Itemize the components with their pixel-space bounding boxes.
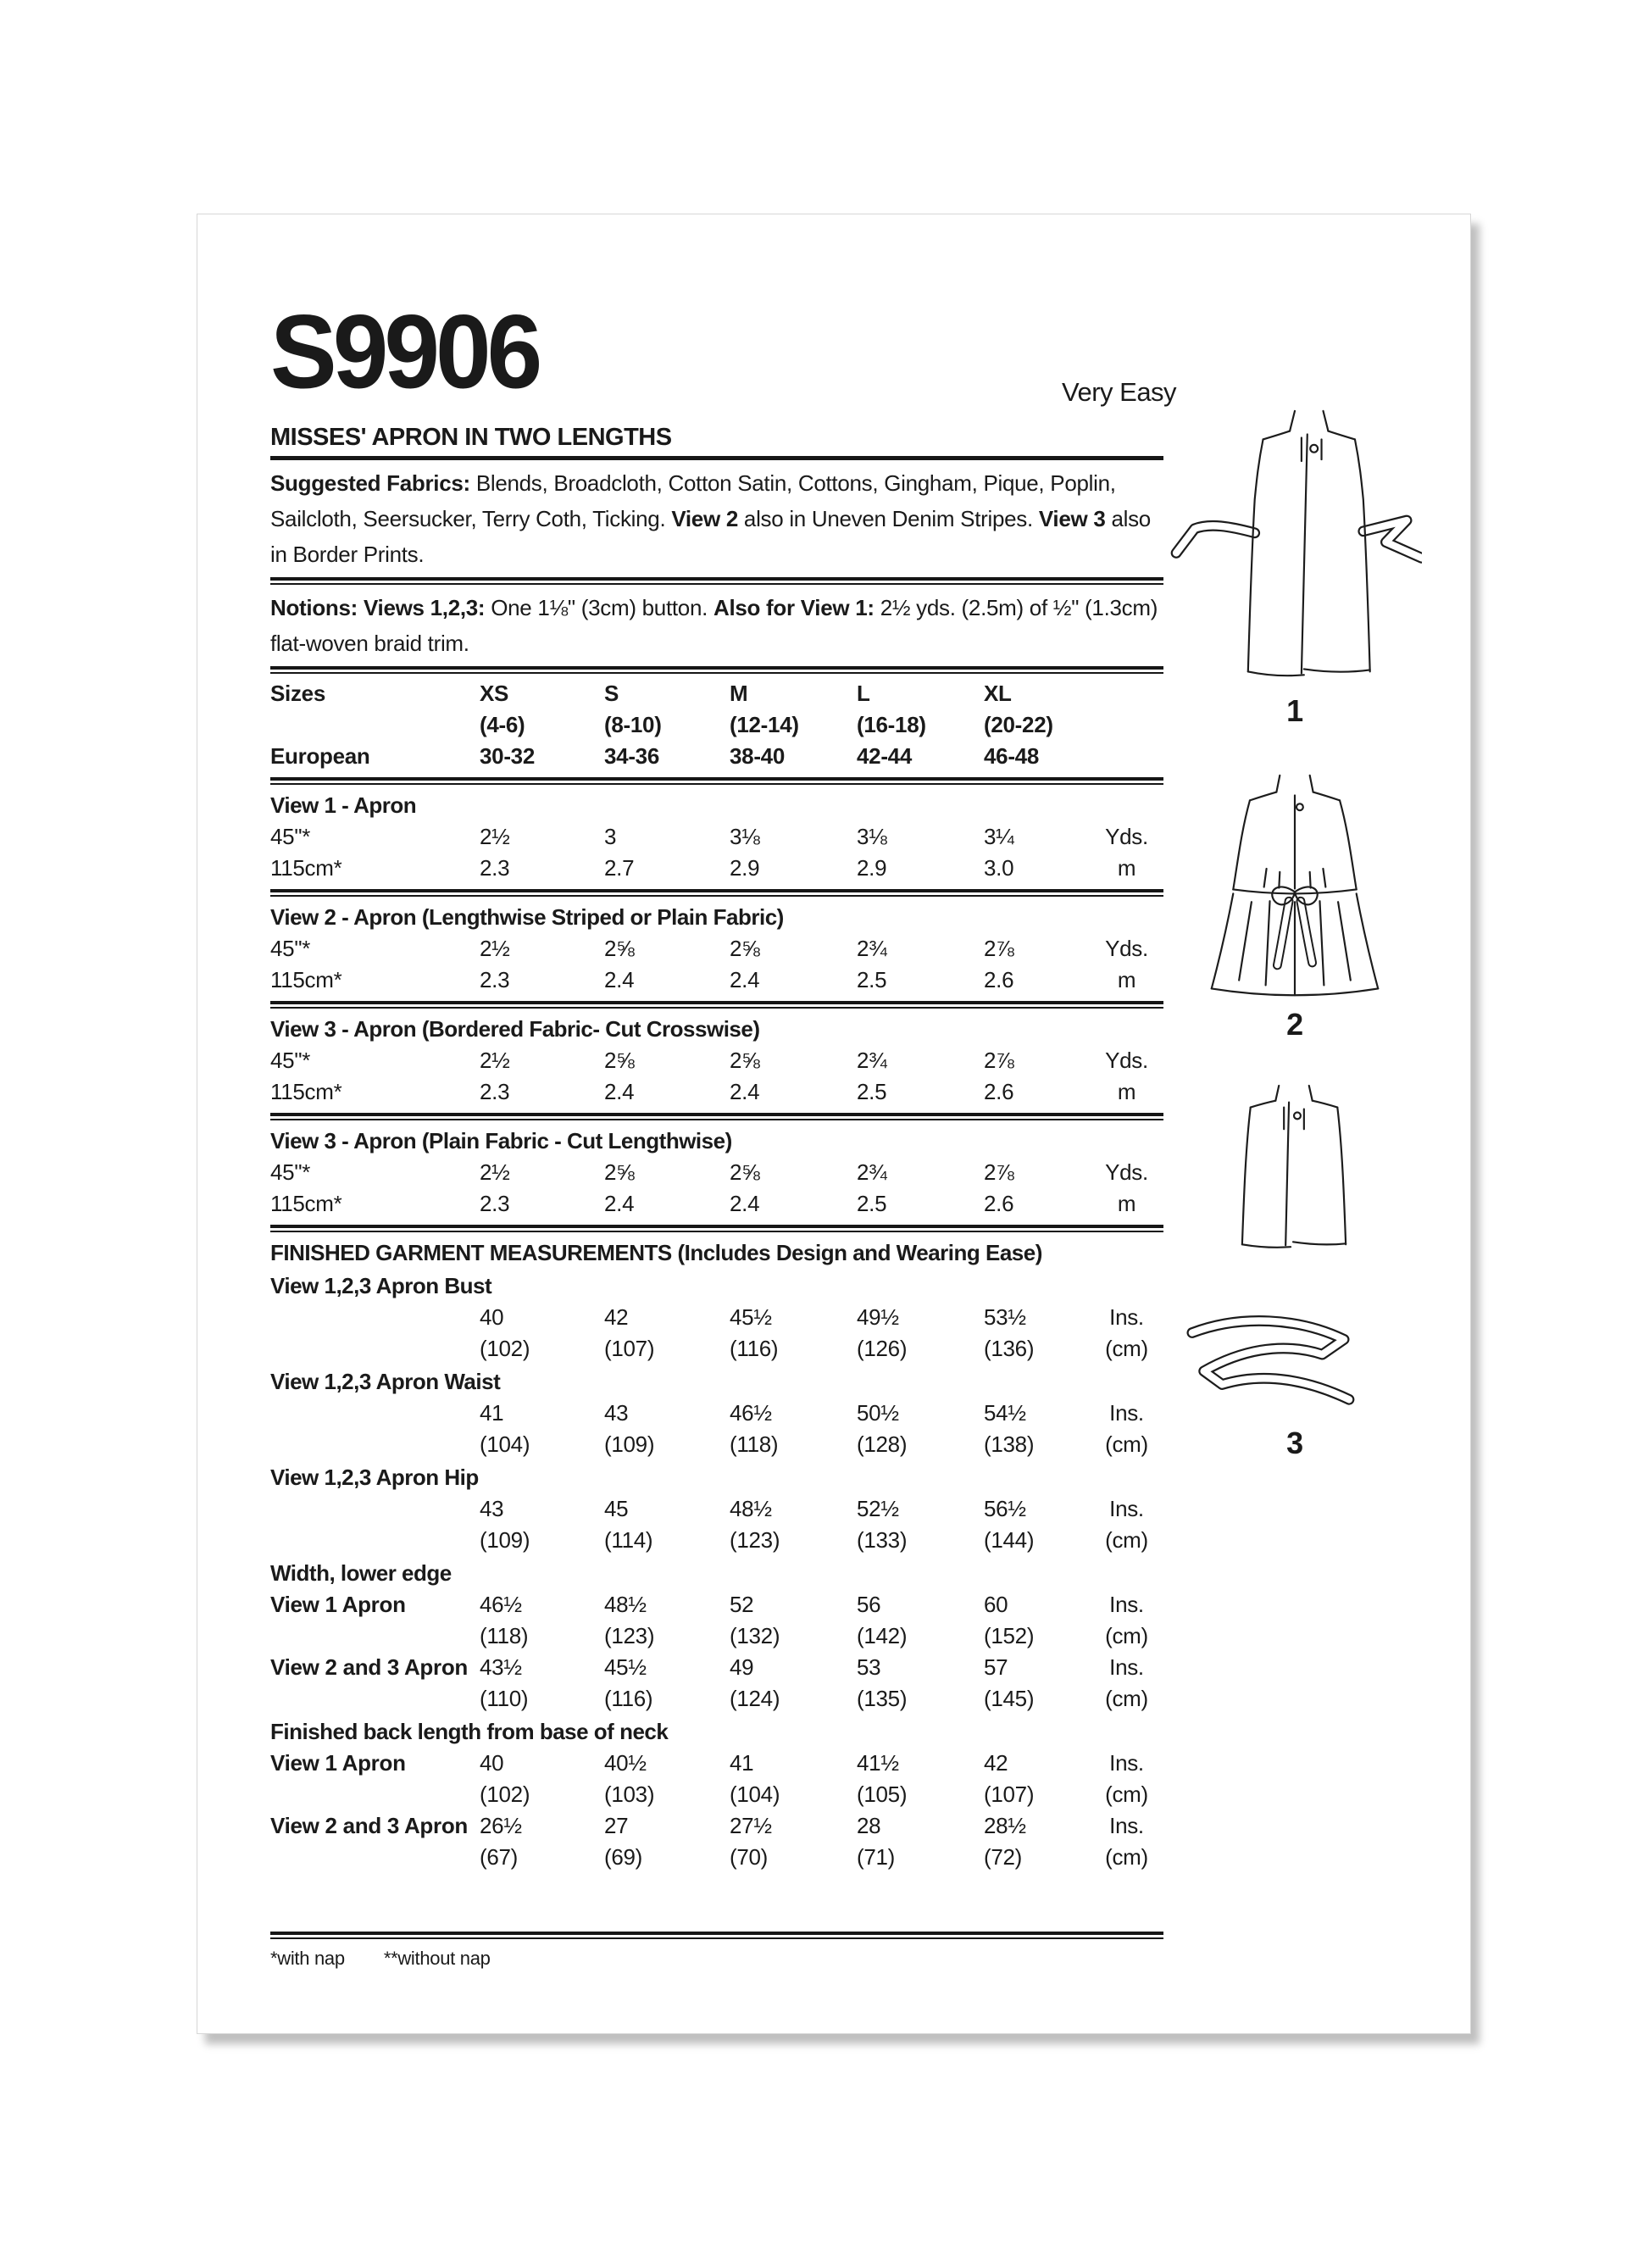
unit-label: Yds. bbox=[1105, 824, 1148, 849]
size-value: (110) bbox=[480, 1686, 529, 1711]
unit-label: (cm) bbox=[1105, 1782, 1148, 1807]
size-value: 38-40 bbox=[730, 743, 785, 769]
size-value: 2⅞ bbox=[984, 936, 1014, 961]
divider bbox=[270, 1113, 1163, 1120]
size-value: 42 bbox=[604, 1304, 629, 1330]
row-label bbox=[270, 709, 480, 741]
size-value: 43 bbox=[480, 1496, 504, 1521]
row-label: View 2 and 3 Apron bbox=[270, 1813, 468, 1838]
unit-label: Yds. bbox=[1105, 936, 1148, 961]
size-value: 3¼ bbox=[984, 824, 1014, 849]
row-label: View 2 and 3 Apron bbox=[270, 1654, 468, 1680]
measurement-group-title: View 1,2,3 Apron Hip bbox=[270, 1465, 479, 1490]
size-value: 2¾ bbox=[857, 1159, 887, 1185]
size-value: (124) bbox=[730, 1686, 780, 1711]
size-value: 2.5 bbox=[857, 1191, 887, 1216]
size-value: 41½ bbox=[857, 1750, 899, 1776]
size-value: 40½ bbox=[604, 1750, 647, 1776]
pattern-envelope-back-page bbox=[197, 214, 1471, 2034]
size-value: 2.4 bbox=[730, 1191, 760, 1216]
size-value: 2.5 bbox=[857, 967, 887, 992]
size-table-header bbox=[270, 678, 1163, 772]
size-value: 48½ bbox=[604, 1592, 647, 1617]
size-ranges-row bbox=[270, 709, 1163, 741]
size-value: (116) bbox=[604, 1686, 653, 1711]
unit-label: Ins. bbox=[1109, 1654, 1144, 1680]
view-1-label: 1 bbox=[1286, 693, 1303, 728]
unit-label: (cm) bbox=[1105, 1623, 1148, 1648]
size-value: 60 bbox=[984, 1592, 1008, 1617]
size-value: 2⅝ bbox=[604, 1048, 635, 1073]
size-value: 2⅝ bbox=[604, 1159, 635, 1185]
unit-label: Ins. bbox=[1109, 1304, 1144, 1330]
size-value: 2¾ bbox=[857, 936, 887, 961]
size-value: 2.4 bbox=[730, 1079, 760, 1104]
size-value: 2⅝ bbox=[730, 1048, 760, 1073]
row-label: 115cm* bbox=[270, 1079, 342, 1104]
size-value: 2½ bbox=[480, 824, 510, 849]
row-label: 115cm* bbox=[270, 855, 342, 881]
title-divider bbox=[270, 456, 1163, 460]
yardage-row bbox=[270, 964, 1163, 996]
footnote-with-nap: *with nap bbox=[270, 1948, 345, 1969]
measurement-row bbox=[270, 1810, 1163, 1842]
size-value: 50½ bbox=[857, 1400, 899, 1426]
size-value: 3 bbox=[604, 824, 617, 849]
notions-paragraph bbox=[270, 590, 1163, 661]
measurement-row bbox=[270, 1493, 1163, 1525]
bold-text-segment: Notions: Views 1,2,3: bbox=[270, 595, 491, 620]
measurement-row bbox=[270, 1779, 1163, 1810]
view-1-line-art bbox=[1168, 406, 1422, 694]
unit-label: m bbox=[1117, 967, 1136, 992]
text-segment: also in Uneven Denim Stripes. bbox=[743, 506, 1039, 531]
size-value: (16-18) bbox=[857, 712, 926, 737]
view-1-figure bbox=[1168, 406, 1422, 728]
size-value: (145) bbox=[984, 1686, 1035, 1711]
size-value: 2½ bbox=[480, 1048, 510, 1073]
text-segment: Blends, Broadcloth, Cotton Satin, Cottons, Gingham, Pique, Poplin, Sailcloth, Seersucker, Terry Coth, Ticking. bbox=[270, 470, 1116, 531]
yardage-section-title: View 2 - Apron (Lengthwise Striped or Plain Fabric) bbox=[270, 904, 784, 930]
footnote-line bbox=[270, 1946, 1163, 1971]
size-value: 2¾ bbox=[857, 1048, 887, 1073]
row-label: 45"* bbox=[270, 824, 311, 849]
unit-label: Yds. bbox=[1105, 1048, 1148, 1073]
row-label bbox=[270, 1493, 480, 1525]
footnote-without-nap: **without nap bbox=[383, 1948, 491, 1969]
size-value: 26½ bbox=[480, 1813, 522, 1838]
size-value: (104) bbox=[480, 1431, 530, 1457]
measurement-row bbox=[270, 1652, 1163, 1683]
measurement-row bbox=[270, 1842, 1163, 1873]
size-value: 2⅝ bbox=[604, 936, 635, 961]
size-value: 34-36 bbox=[604, 743, 659, 769]
size-value: 57 bbox=[984, 1654, 1008, 1680]
size-value: 46½ bbox=[730, 1400, 772, 1426]
size-value: (102) bbox=[480, 1782, 530, 1807]
size-value: 28½ bbox=[984, 1813, 1026, 1838]
size-value: 2.5 bbox=[857, 1079, 887, 1104]
unit-label bbox=[1090, 741, 1163, 772]
size-value: 2.4 bbox=[604, 1079, 635, 1104]
size-value: (123) bbox=[604, 1623, 655, 1648]
unit-label: (cm) bbox=[1105, 1431, 1148, 1457]
bold-text-segment: Also for View 1: bbox=[713, 595, 880, 620]
size-value: 53 bbox=[857, 1654, 881, 1680]
unit-label: (cm) bbox=[1105, 1686, 1148, 1711]
yardage-row bbox=[270, 1076, 1163, 1108]
row-label: 115cm* bbox=[270, 967, 342, 992]
measurement-row bbox=[270, 1589, 1163, 1620]
size-value: (136) bbox=[984, 1336, 1035, 1361]
row-label bbox=[270, 1398, 480, 1429]
view-2-label: 2 bbox=[1286, 1007, 1303, 1042]
size-value: 3⅛ bbox=[857, 824, 887, 849]
size-value: 2.3 bbox=[480, 967, 510, 992]
size-value: 46-48 bbox=[984, 743, 1039, 769]
size-value: 46½ bbox=[480, 1592, 522, 1617]
size-value: (12-14) bbox=[730, 712, 799, 737]
finished-measurements-table bbox=[270, 1270, 1163, 1873]
finished-measurements-heading: FINISHED GARMENT MEASUREMENTS (Includes Design and Wearing Ease) bbox=[270, 1240, 1042, 1265]
size-value: (135) bbox=[857, 1686, 908, 1711]
size-value: 2⅝ bbox=[730, 1159, 760, 1185]
size-value: 49 bbox=[730, 1654, 754, 1680]
view-2-figure bbox=[1185, 770, 1405, 1042]
size-value: (118) bbox=[730, 1431, 779, 1457]
european-sizes-row bbox=[270, 741, 1163, 772]
divider bbox=[270, 1225, 1163, 1232]
size-value: (102) bbox=[480, 1336, 530, 1361]
unit-label: m bbox=[1117, 1191, 1136, 1216]
size-value: 42-44 bbox=[857, 743, 912, 769]
row-label bbox=[270, 1302, 480, 1333]
size-value: 2.6 bbox=[984, 1191, 1014, 1216]
size-value: (126) bbox=[857, 1336, 908, 1361]
main-text-column bbox=[270, 214, 1163, 1873]
yardage-row bbox=[270, 933, 1163, 964]
row-label bbox=[270, 1683, 480, 1715]
unit-label: Ins. bbox=[1109, 1496, 1144, 1521]
measurement-row bbox=[270, 1620, 1163, 1652]
unit-label: Yds. bbox=[1105, 1159, 1148, 1185]
size-value: 2.7 bbox=[604, 855, 635, 881]
divider bbox=[270, 889, 1163, 897]
bold-text-segment: View 3 bbox=[1038, 506, 1112, 531]
size-value: (118) bbox=[480, 1623, 529, 1648]
measurement-row bbox=[270, 1333, 1163, 1365]
size-value: M bbox=[730, 681, 748, 706]
size-value: (138) bbox=[984, 1431, 1035, 1457]
text-segment: also in Border Prints. bbox=[270, 506, 1151, 567]
footnote-block bbox=[270, 1926, 1163, 1971]
measurement-group-title: Finished back length from base of neck bbox=[270, 1719, 669, 1744]
size-value: (20-22) bbox=[984, 712, 1053, 737]
pattern-number: S9906 bbox=[270, 293, 539, 411]
row-label bbox=[270, 1429, 480, 1460]
size-value: 43 bbox=[604, 1400, 629, 1426]
row-label: 115cm* bbox=[270, 1191, 342, 1216]
row-label bbox=[270, 1525, 480, 1556]
suggested-fabrics-paragraph bbox=[270, 465, 1163, 572]
size-value: 2.3 bbox=[480, 1191, 510, 1216]
unit-label: Ins. bbox=[1109, 1592, 1144, 1617]
size-value: 30-32 bbox=[480, 743, 535, 769]
unit-label: m bbox=[1117, 1079, 1136, 1104]
row-label: View 1 Apron bbox=[270, 1750, 406, 1776]
yardage-table bbox=[270, 789, 1163, 1232]
size-value: 49½ bbox=[857, 1304, 899, 1330]
unit-label: Ins. bbox=[1109, 1750, 1144, 1776]
bold-text-segment: Suggested Fabrics: bbox=[270, 470, 476, 496]
divider bbox=[270, 777, 1163, 785]
footnote-divider bbox=[270, 1932, 1163, 1939]
size-value: 2.4 bbox=[604, 967, 635, 992]
view-2-line-art bbox=[1185, 770, 1405, 1008]
size-value: 41 bbox=[730, 1750, 754, 1776]
size-value: (109) bbox=[480, 1527, 530, 1553]
measurement-group-title: View 1,2,3 Apron Bust bbox=[270, 1273, 492, 1298]
size-value: 45 bbox=[604, 1496, 629, 1521]
size-value: (123) bbox=[730, 1527, 780, 1553]
size-value: 54½ bbox=[984, 1400, 1026, 1426]
size-value: XS bbox=[480, 681, 509, 706]
measurement-row bbox=[270, 1525, 1163, 1556]
row-label: View 1 Apron bbox=[270, 1592, 406, 1617]
view-3-tie-line-art bbox=[1180, 1306, 1409, 1415]
yardage-section-title: View 3 - Apron (Plain Fabric - Cut Lengthwise) bbox=[270, 1128, 732, 1153]
row-label bbox=[270, 1620, 480, 1652]
row-label: 45"* bbox=[270, 936, 311, 961]
size-value: (114) bbox=[604, 1527, 653, 1553]
size-value: 28 bbox=[857, 1813, 881, 1838]
size-value: 3.0 bbox=[984, 855, 1014, 881]
size-value: 2⅝ bbox=[730, 936, 760, 961]
text-segment: 2½ yds. (2.5m) of ½" (1.3cm) flat-woven braid trim. bbox=[270, 595, 1158, 656]
size-value: 53½ bbox=[984, 1304, 1026, 1330]
garment-view-illustrations bbox=[1163, 406, 1426, 1460]
row-label: European bbox=[270, 743, 370, 769]
unit-label bbox=[1090, 709, 1163, 741]
size-value: (133) bbox=[857, 1527, 908, 1553]
size-value: (132) bbox=[730, 1623, 780, 1648]
size-value: 2.9 bbox=[730, 855, 760, 881]
size-value: 2.6 bbox=[984, 1079, 1014, 1104]
size-value: 2.6 bbox=[984, 967, 1014, 992]
size-value: 41 bbox=[480, 1400, 504, 1426]
size-value: 52 bbox=[730, 1592, 754, 1617]
divider bbox=[270, 666, 1163, 674]
unit-label: (cm) bbox=[1105, 1336, 1148, 1361]
size-value: 2.3 bbox=[480, 855, 510, 881]
size-value: (71) bbox=[857, 1844, 896, 1870]
size-value: L bbox=[857, 681, 870, 706]
divider bbox=[270, 1001, 1163, 1009]
unit-label: (cm) bbox=[1105, 1527, 1148, 1553]
size-value: (142) bbox=[857, 1623, 908, 1648]
bold-text-segment: View 2 bbox=[671, 506, 744, 531]
unit-label: (cm) bbox=[1105, 1844, 1148, 1870]
measurement-group-title: Width, lower edge bbox=[270, 1560, 452, 1586]
size-value: 2.9 bbox=[857, 855, 887, 881]
size-value: (116) bbox=[730, 1336, 779, 1361]
size-value: XL bbox=[984, 681, 1012, 706]
size-value: 48½ bbox=[730, 1496, 772, 1521]
row-label: Sizes bbox=[270, 681, 325, 706]
size-value: (107) bbox=[604, 1336, 655, 1361]
yardage-row bbox=[270, 1157, 1163, 1188]
yardage-row bbox=[270, 821, 1163, 853]
size-value: 27½ bbox=[730, 1813, 772, 1838]
measurement-row bbox=[270, 1398, 1163, 1429]
size-value: (128) bbox=[857, 1431, 908, 1457]
divider bbox=[270, 577, 1163, 585]
size-value: 27 bbox=[604, 1813, 629, 1838]
yardage-row bbox=[270, 1188, 1163, 1220]
size-value: 56 bbox=[857, 1592, 881, 1617]
unit-label: m bbox=[1117, 855, 1136, 881]
size-value: (72) bbox=[984, 1844, 1023, 1870]
view-3-figure bbox=[1180, 1081, 1409, 1460]
size-value: 40 bbox=[480, 1304, 504, 1330]
yardage-row bbox=[270, 1045, 1163, 1076]
page-title: MISSES' APRON IN TWO LENGTHS bbox=[270, 424, 672, 451]
unit-label: Ins. bbox=[1109, 1813, 1144, 1838]
size-value: 40 bbox=[480, 1750, 504, 1776]
size-value: (69) bbox=[604, 1844, 643, 1870]
difficulty-badge: Very Easy bbox=[1062, 377, 1177, 407]
sizes-header-row bbox=[270, 678, 1163, 709]
size-value: 43½ bbox=[480, 1654, 522, 1680]
size-value: 2.3 bbox=[480, 1079, 510, 1104]
size-value: (70) bbox=[730, 1844, 769, 1870]
row-label: 45"* bbox=[270, 1048, 311, 1073]
size-value: S bbox=[604, 681, 619, 706]
size-value: 45½ bbox=[730, 1304, 772, 1330]
measurement-row bbox=[270, 1683, 1163, 1715]
size-value: 52½ bbox=[857, 1496, 899, 1521]
size-value: (105) bbox=[857, 1782, 908, 1807]
size-value: (67) bbox=[480, 1844, 519, 1870]
yardage-section-title: View 1 - Apron bbox=[270, 792, 417, 818]
row-label bbox=[270, 1779, 480, 1810]
measurement-row bbox=[270, 1302, 1163, 1333]
measurement-row bbox=[270, 1429, 1163, 1460]
size-value: (107) bbox=[984, 1782, 1035, 1807]
size-value: 2½ bbox=[480, 936, 510, 961]
unit-label bbox=[1090, 678, 1163, 709]
size-value: (109) bbox=[604, 1431, 655, 1457]
row-label bbox=[270, 1842, 480, 1873]
unit-label: Ins. bbox=[1109, 1400, 1144, 1426]
measurement-group-title: View 1,2,3 Apron Waist bbox=[270, 1369, 501, 1394]
size-value: (152) bbox=[984, 1623, 1035, 1648]
view-3-label: 3 bbox=[1286, 1426, 1303, 1460]
size-value: 45½ bbox=[604, 1654, 647, 1680]
size-value: 3⅛ bbox=[730, 824, 760, 849]
text-segment: One 1⅛" (3cm) button. bbox=[491, 595, 713, 620]
size-value: (8-10) bbox=[604, 712, 662, 737]
size-value: 2.4 bbox=[730, 967, 760, 992]
size-value: 2.4 bbox=[604, 1191, 635, 1216]
row-label bbox=[270, 1333, 480, 1365]
size-value: 42 bbox=[984, 1750, 1008, 1776]
yardage-section-title: View 3 - Apron (Bordered Fabric- Cut Crosswise) bbox=[270, 1016, 760, 1042]
row-label: 45"* bbox=[270, 1159, 311, 1185]
size-value: (4-6) bbox=[480, 712, 525, 737]
yardage-row bbox=[270, 853, 1163, 884]
size-value: (144) bbox=[984, 1527, 1035, 1553]
size-value: 2⅞ bbox=[984, 1048, 1014, 1073]
size-value: (104) bbox=[730, 1782, 780, 1807]
size-value: 56½ bbox=[984, 1496, 1026, 1521]
size-value: 2⅞ bbox=[984, 1159, 1014, 1185]
measurement-row bbox=[270, 1748, 1163, 1779]
view-3-apron-line-art bbox=[1189, 1081, 1401, 1260]
size-value: 2½ bbox=[480, 1159, 510, 1185]
size-value: (103) bbox=[604, 1782, 655, 1807]
